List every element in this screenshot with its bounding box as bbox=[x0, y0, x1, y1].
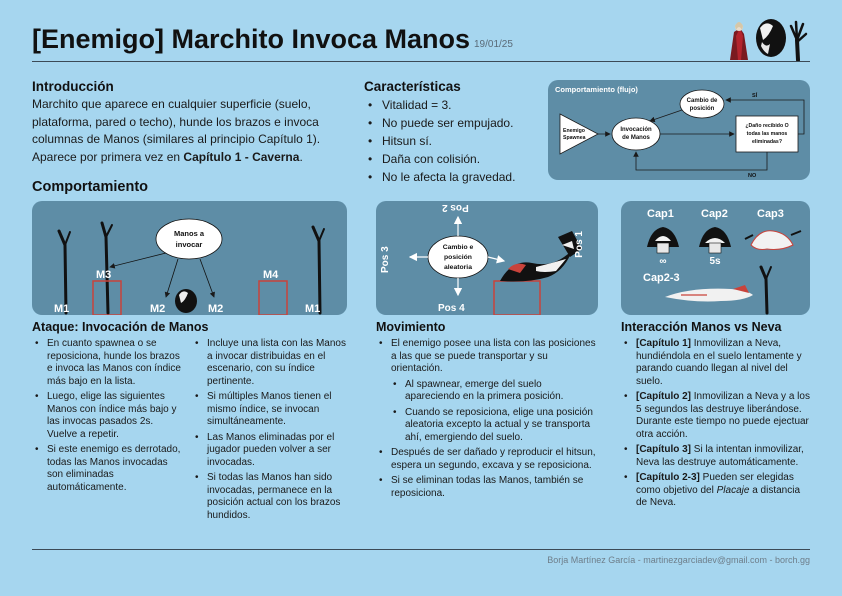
list-item: • No puede ser empujado. bbox=[364, 114, 515, 132]
attack-heading: Ataque: Invocación de Manos bbox=[32, 320, 209, 334]
page-title: [Enemigo] Marchito Invoca Manos bbox=[32, 24, 471, 54]
movement-list bbox=[376, 338, 598, 503]
lock-icon bbox=[657, 243, 669, 253]
flow-invoke-node bbox=[612, 118, 660, 150]
target-hand-icon bbox=[761, 267, 771, 313]
position-bubble bbox=[428, 236, 488, 278]
skull-icon bbox=[756, 19, 786, 57]
list-item: • Al spawnear, emerge del suelo apareciendo en la primera posición. bbox=[376, 379, 598, 404]
attack-list-right bbox=[192, 338, 352, 525]
chapter-1-trapped-icon bbox=[647, 227, 679, 253]
svg-text:todas las manos: todas las manos bbox=[746, 131, 788, 137]
list-item: • Vitalidad = 3. bbox=[364, 96, 515, 114]
chapter-label-2: Cap2 bbox=[701, 208, 728, 220]
marchito-emerging-icon bbox=[500, 231, 582, 282]
characteristics-heading: Características bbox=[364, 79, 461, 94]
list-item: • [Capítulo 2] Inmovilizan a Neva y a los 5 segundos las destruye liberándose. Durante este tiempo no puede ejectuar otra acción. bbox=[621, 391, 813, 441]
attack-illustration-panel bbox=[32, 201, 347, 315]
list-item: • [Capítulo 2-3] Pueden ser elegidas como objetivo del Placaje a distancia de Neva. bbox=[621, 472, 813, 510]
date-label: 19/01/25 bbox=[474, 39, 513, 50]
footer-divider bbox=[32, 549, 810, 550]
list-item: • Hitsun sí. bbox=[364, 132, 515, 150]
characteristics-list bbox=[364, 96, 515, 186]
flow-yes-label: SÍ bbox=[752, 93, 758, 99]
list-item: • Si múltiples Manos tienen el mismo índice, se invocan simultáneamente. bbox=[192, 391, 352, 429]
svg-text:invocar: invocar bbox=[175, 240, 203, 249]
list-item: • Si este enemigo es derrotado, todas las Manos invocadas son eliminadas automáticamente. bbox=[32, 444, 185, 494]
attack-illustration bbox=[32, 201, 347, 315]
interaction-list bbox=[621, 338, 813, 513]
flow-diagram bbox=[548, 80, 810, 180]
marchito-enemy-icon bbox=[175, 289, 197, 313]
svg-text:Invocación: Invocación bbox=[620, 127, 652, 133]
neva-character-icon bbox=[730, 22, 748, 60]
flow-diagram-panel bbox=[548, 80, 810, 180]
list-item: • Si se eliminan todas las Manos, también se reposiciona. bbox=[376, 475, 598, 500]
flow-title: Comportamiento (flujo) bbox=[555, 85, 638, 94]
attack-list-left bbox=[32, 338, 185, 497]
list-item: • [Capítulo 3] Si la intentan inmovilizar, Neva las destruye automáticamente. bbox=[621, 444, 813, 469]
five-second-duration: 5s bbox=[709, 256, 721, 267]
intro-text: Marchito que aparece en cualquier superficie (suelo, plataforma, pared o techo), hunde los brazos e invoca columnas de Manos (similares al principio Capítulo 1). Aparece por primera vez en Capítulo 1 - Caverna. bbox=[32, 97, 321, 164]
svg-text:aleatoria: aleatoria bbox=[444, 264, 472, 271]
svg-text:¿Daño recibido O: ¿Daño recibido O bbox=[745, 123, 789, 129]
intro-heading: Introducción bbox=[32, 79, 114, 94]
chapter-2-trapped-icon bbox=[699, 227, 731, 253]
movement-heading: Movimiento bbox=[376, 320, 446, 334]
position-label-4: Pos 4 bbox=[438, 303, 465, 314]
infinity-duration: ∞ bbox=[659, 256, 667, 267]
chapter-label-1: Cap1 bbox=[647, 208, 674, 220]
movement-illustration-panel bbox=[376, 201, 598, 315]
bubble-arrows bbox=[110, 253, 214, 297]
list-item: • [Capítulo 1] Inmovilizan a Neva, hundiéndola en el suelo lentamente y parando cuando llegan al nivel del suelo. bbox=[621, 338, 813, 388]
hand-label-m2-left: M2 bbox=[150, 303, 166, 315]
list-item: • Luego, elige las siguientes Manos con índice más bajo y las invocas pasados 2s. Vuelve a repetir. bbox=[32, 391, 185, 441]
list-item: • Si todas las Manos han sido invocadas, permanece en la posición actual con los brazos hundidos. bbox=[192, 472, 352, 522]
chapter-3-free-icon bbox=[745, 231, 801, 250]
svg-text:posición: posición bbox=[444, 254, 472, 261]
hand-label-m2-right: M2 bbox=[208, 303, 224, 315]
interaction-illustration-panel bbox=[621, 201, 810, 315]
behavior-heading: Comportamiento bbox=[32, 179, 148, 195]
lock-icon bbox=[709, 243, 721, 253]
position-label-3: Pos 3 bbox=[380, 246, 391, 273]
svg-text:Cambio de: Cambio de bbox=[686, 98, 718, 104]
flow-question-node bbox=[736, 116, 798, 152]
list-item: • Incluye una lista con las Manos a invocar distribuidas en el escenario, con su índice pertinente. bbox=[192, 338, 352, 388]
hand-label-m1-left: M1 bbox=[54, 303, 70, 315]
list-item: • El enemigo posee una lista con las posiciones a las que se puede transportar y su orientación. bbox=[376, 338, 598, 376]
chapter-label-2-3: Cap2-3 bbox=[643, 272, 680, 284]
spawn-platform bbox=[494, 281, 540, 315]
svg-text:Manos a: Manos a bbox=[173, 229, 205, 238]
flow-change-node bbox=[680, 90, 724, 118]
hand-label-m4: M4 bbox=[263, 269, 279, 281]
interaction-heading: Interacción Manos vs Neva bbox=[621, 320, 782, 334]
footer-credits: Borja Martínez García - martinezgarciadev@gmail.com - borch.gg bbox=[547, 555, 810, 565]
hand-label-m3: M3 bbox=[96, 269, 112, 281]
list-item: • No le afecta la gravedad. bbox=[364, 168, 515, 186]
first-appearance: Capítulo 1 - Caverna bbox=[183, 149, 300, 164]
header-divider bbox=[32, 61, 810, 62]
svg-text:Enemigo: Enemigo bbox=[563, 128, 585, 134]
list-item: • Después de ser dañado y reproducir el hitsun, espera un segundo, excava y se reposiciona. bbox=[376, 447, 598, 472]
flow-no-label: NO bbox=[748, 173, 757, 179]
list-item: • En cuanto spawnea o se reposiciona, hunde los brazos e invoca las Manos con índice más bajo en la lista. bbox=[32, 338, 185, 388]
svg-text:eliminadas?: eliminadas? bbox=[752, 139, 782, 145]
list-item: • Las Manos eliminadas por el jugador pueden volver a ser invocadas. bbox=[192, 432, 352, 470]
list-item: • Daña con colisión. bbox=[364, 150, 515, 168]
svg-text:de Manos: de Manos bbox=[622, 135, 650, 141]
chapter-label-3: Cap3 bbox=[757, 208, 784, 220]
position-label-1: Pos 1 bbox=[574, 231, 585, 258]
svg-text:posición: posición bbox=[689, 106, 715, 112]
flow-spawn-node bbox=[560, 114, 598, 154]
interaction-illustration bbox=[621, 201, 810, 315]
movement-illustration bbox=[376, 201, 598, 315]
hand-icon bbox=[791, 22, 806, 60]
svg-text:Cambio e: Cambio e bbox=[442, 244, 474, 251]
hand-label-m1-right: M1 bbox=[305, 303, 321, 315]
header-illustration bbox=[718, 14, 810, 62]
tackle-dash-icon bbox=[665, 285, 753, 302]
list-item: • Cuando se reposiciona, elige una posición aleatoria excepto la actual y se transporta ahí, emergiendo del suelo. bbox=[376, 407, 598, 445]
position-label-2: Pos 2 bbox=[442, 202, 469, 213]
svg-text:Spawnea: Spawnea bbox=[563, 135, 586, 141]
